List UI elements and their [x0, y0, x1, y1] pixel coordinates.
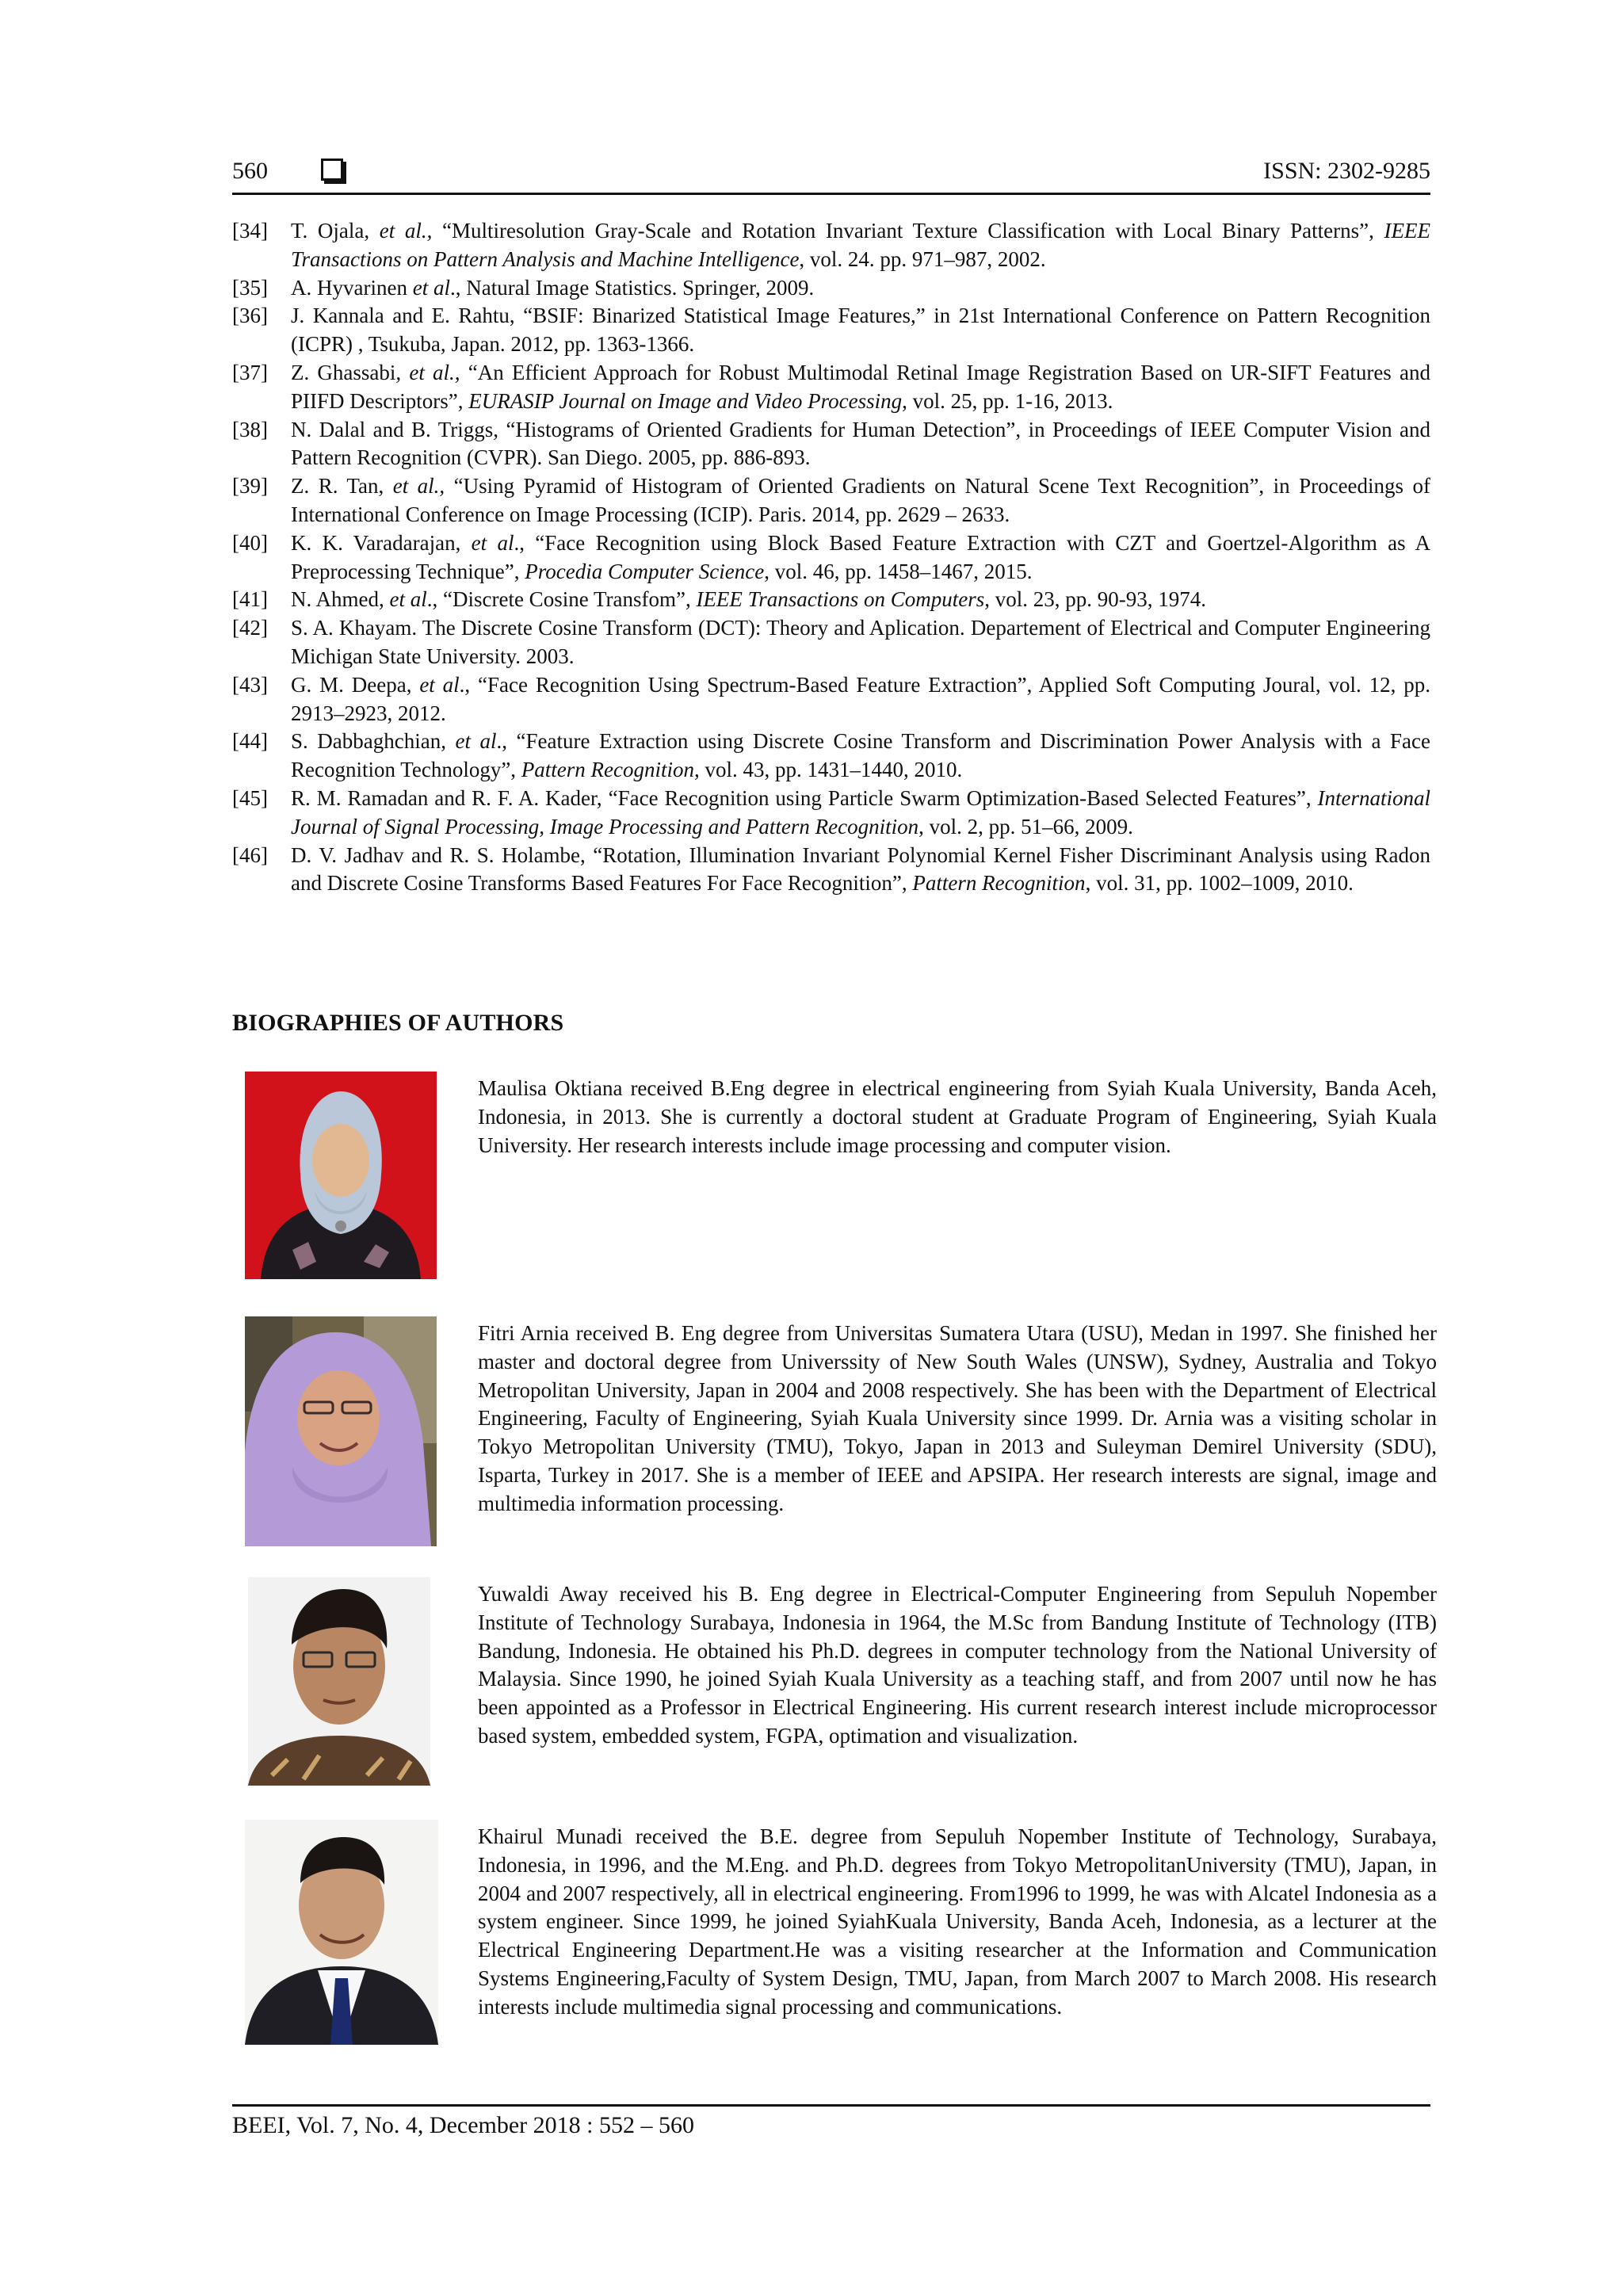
page-header	[232, 152, 1430, 190]
reference-segment: ., “Discrete Cosine Transfom”,	[426, 587, 697, 612]
reference-item	[232, 671, 1430, 728]
reference-item	[232, 274, 1430, 303]
reference-text	[291, 586, 1430, 614]
reference-text	[291, 359, 1430, 416]
reference-italic-segment: et al.,	[392, 474, 445, 499]
reference-number: [34]	[232, 219, 268, 243]
reference-item	[232, 728, 1430, 785]
reference-list	[232, 217, 1430, 898]
reference-text	[291, 614, 1430, 671]
reference-italic-segment: et al	[455, 729, 497, 754]
author-bio	[232, 1820, 1437, 2057]
reference-segment: , vol. 46, pp. 1458–1467, 2015.	[764, 559, 1033, 583]
reference-item	[232, 529, 1430, 586]
square-box-icon	[321, 159, 343, 181]
reference-segment: Z. R. Tan,	[291, 474, 393, 499]
reference-segment: ., “Face Recognition using Block Based Feature Extraction with CZT and Goertzel-Algorithm as A Preprocessing Technique”,	[291, 530, 1430, 583]
reference-italic-segment: IEEE Transactions on Computers	[696, 587, 985, 612]
reference-number: [35]	[232, 275, 268, 300]
reference-text	[291, 785, 1430, 842]
reference-italic-segment: EURASIP Journal on Image and Video Processing	[468, 388, 903, 413]
reference-item	[232, 785, 1430, 842]
reference-segment: ., “Face Recognition Using Spectrum-Based Feature Extraction”, Applied Soft Computing Joural, vol. 12, pp. 2913–2923, 2012.	[291, 672, 1430, 725]
reference-segment: “Multiresolution Gray-Scale and Rotation Invariant Texture Classification with Local Binary Patterns”,	[432, 219, 1384, 243]
reference-segment: ., “Feature Extraction using Discrete Cosine Transform and Discrimination Power Analysis with a Face Recognition Technology”,	[291, 729, 1430, 782]
reference-italic-segment: International Journal of Signal Processing, Image Processing and Pattern Recognition	[291, 785, 1430, 839]
author-photo	[248, 1577, 430, 1786]
reference-italic-segment: Pattern Recognition	[912, 871, 1086, 896]
reference-number: [43]	[232, 672, 268, 697]
biographies-heading: BIOGRAPHIES OF AUTHORS	[232, 1010, 564, 1036]
reference-number: [42]	[232, 616, 268, 640]
reference-item	[232, 472, 1430, 529]
reference-text	[291, 416, 1430, 473]
reference-segment: N. Dalal and B. Triggs, “Histograms of Oriented Gradients for Human Detection”, in Proceedings of IEEE Computer Vision and Pattern Recognition (CVPR). San Diego. 2005, pp. 886-893.	[291, 417, 1430, 470]
reference-segment: D. V. Jadhav and R. S. Holambe, “Rotation, Illumination Invariant Polynomial Kernel Fisher Discriminant Analysis using Radon and Discrete Cosine Transforms Based Features For Face Recognition”,	[291, 842, 1430, 896]
reference-number: [38]	[232, 417, 268, 441]
reference-text	[291, 472, 1430, 529]
reference-segment: K. K. Varadarajan,	[291, 530, 472, 555]
reference-italic-segment: et al	[412, 275, 450, 300]
reference-number: [39]	[232, 474, 268, 499]
reference-number: [45]	[232, 785, 268, 810]
reference-item	[232, 217, 1430, 274]
reference-segment: G. M. Deepa,	[291, 672, 420, 697]
reference-segment: , vol. 2, pp. 51–66, 2009.	[918, 814, 1133, 839]
reference-segment: , vol. 31, pp. 1002–1009, 2010.	[1085, 871, 1354, 896]
reference-number: [40]	[232, 530, 268, 555]
reference-italic-segment: Pattern Recognition	[521, 758, 695, 782]
reference-item	[232, 302, 1430, 359]
reference-segment: Z. Ghassabi	[291, 360, 396, 384]
reference-number: [41]	[232, 587, 268, 612]
reference-segment: S. Dabbaghchian,	[291, 729, 456, 754]
reference-segment: A. Hyvarinen	[291, 275, 413, 300]
author-photo	[245, 1316, 437, 1546]
author-bio-text: Yuwaldi Away received his B. Eng degree in Electrical-Computer Engineering from Sepuluh Nopember Institute of Technology Surabaya, Indonesia in 1964, the M.Sc from Bandung Institute of Technology (ITB) Bandung, Indonesia. He obtained his Ph.D. degrees in computer technology from the National University of Malaysia. Since 1990, he joined Syiah Kuala University as a teaching staff, and from 2007 until now he has been appointed as a Professor in Electrical Engineering. His current research interest include microprocessor based system, embedded system, FGPA, optimation and visualization.	[478, 1582, 1437, 1748]
reference-text	[291, 217, 1430, 274]
reference-text	[291, 842, 1430, 899]
reference-italic-segment: IEEE Transactions on Pattern Analysis and Machine Intelligence	[291, 219, 1430, 271]
issn-label: ISSN: 2302-9285	[1263, 158, 1430, 184]
reference-italic-segment: Procedia Computer Science	[525, 559, 765, 583]
reference-segment: N. Ahmed,	[291, 587, 390, 612]
reference-item	[232, 416, 1430, 473]
reference-segment: ., Natural Image Statistics. Springer, 2009.	[449, 275, 815, 300]
author-bio-text: Maulisa Oktiana received B.Eng degree in electrical engineering from Syiah Kuala University, Banda Aceh, Indonesia, in 2013. She is currently a doctoral student at Graduate Program of Engineering, Syiah Kuala University. Her research interests include image processing and computer vision.	[478, 1076, 1437, 1157]
reference-segment: , vol. 25, pp. 1-16, 2013.	[902, 388, 1113, 413]
reference-italic-segment: et al	[389, 587, 427, 612]
reference-segment: , vol. 23, pp. 90-93, 1974.	[984, 587, 1206, 612]
reference-segment: J. Kannala and E. Rahtu, “BSIF: Binarized Statistical Image Features,” in 21st International Conference on Pattern Recognition (ICPR) , Tsukuba, Japan. 2012, pp. 1363-1366.	[291, 304, 1430, 357]
reference-italic-segment: , et al.,	[395, 360, 460, 384]
author-bio	[232, 1072, 1437, 1286]
reference-segment: “An Efficient Approach for Robust Multimodal Retinal Image Registration Based on UR-SIFT Features and PIIFD Descriptors”,	[291, 360, 1430, 413]
author-bio	[232, 1316, 1437, 1554]
author-bio-text: Khairul Munadi received the B.E. degree from Sepuluh Nopember Institute of Technology, Surabaya, Indonesia, in 1996, and the M.Eng. and Ph.D. degrees from Tokyo MetropolitanUniversity (TMU), Japan, in 2004 and 2007 respectively, all in electrical engineering. From1996 to 1999, he was with Alcatel Indonesia as a system engineer. Since 1999, he joined SyiahKuala University, Banda Aceh, Indonesia, as a lecturer at the Electrical Engineering Department.He was a visiting researcher at the Information and Communication Systems Engineering,Faculty of System Design, TMU, Japan, from March 2007 to March 2008. His research interests include multimedia signal processing and communications.	[478, 1824, 1437, 2019]
reference-item	[232, 359, 1430, 416]
reference-segment: , vol. 43, pp. 1431–1440, 2010.	[694, 758, 963, 782]
reference-number: [36]	[232, 304, 268, 328]
reference-number: [37]	[232, 360, 268, 384]
reference-segment: T. Ojala,	[291, 219, 380, 243]
reference-segment: “Using Pyramid of Histogram of Oriented Gradients on Natural Scene Text Recognition”, in Proceedings of International Conference on Image Processing (ICIP). Paris. 2014, pp. 2629 – 2633.	[291, 474, 1430, 526]
reference-text	[291, 274, 1430, 303]
reference-text	[291, 671, 1430, 728]
reference-item	[232, 842, 1430, 899]
reference-italic-segment: et al	[471, 530, 514, 555]
author-bio	[232, 1577, 1437, 1791]
author-photo	[245, 1820, 438, 2045]
reference-item	[232, 614, 1430, 671]
header-rule	[232, 193, 1430, 195]
page-number: 560	[232, 158, 268, 184]
reference-number: [44]	[232, 729, 268, 754]
reference-italic-segment: et al	[419, 672, 460, 697]
author-photo	[245, 1072, 437, 1279]
reference-segment: R. M. Ramadan and R. F. A. Kader, “Face Recognition using Particle Swarm Optimization-Based Selected Features”,	[291, 785, 1318, 810]
footer-rule	[232, 2104, 1430, 2107]
reference-italic-segment: et al.,	[379, 219, 433, 243]
reference-segment: S. A. Khayam. The Discrete Cosine Transform (DCT): Theory and Aplication. Departement of Electrical and Computer Engineering Michigan State University. 2003.	[291, 616, 1430, 668]
reference-item	[232, 586, 1430, 614]
reference-text	[291, 529, 1430, 586]
reference-number: [46]	[232, 842, 268, 867]
reference-text	[291, 728, 1430, 785]
reference-text	[291, 302, 1430, 359]
footer-citation: BEEI, Vol. 7, No. 4, December 2018 : 552 – 560	[232, 2112, 694, 2138]
reference-segment: , vol. 24. pp. 971–987, 2002.	[799, 246, 1046, 271]
author-bio-text: Fitri Arnia received B. Eng degree from Universitas Sumatera Utara (USU), Medan in 1997. She finished her master and doctoral degree from Universsity of New South Wales (UNSW), Sydney, Australia and Tokyo Metropolitan University, Japan in 2004 and 2008 respectively. She has been with the Department of Electrical Engineering, Faculty of Engineering, Syiah Kuala University since 1999. Dr. Arnia was a visiting scholar in Tokyo Metropolitan University (TMU), Tokyo, Japan in 2013 and Suleyman Demirel University (SDU), Isparta, Turkey in 2017. She is a member of IEEE and APSIPA. Her research interests are signal, image and multimedia information processing.	[478, 1321, 1437, 1515]
